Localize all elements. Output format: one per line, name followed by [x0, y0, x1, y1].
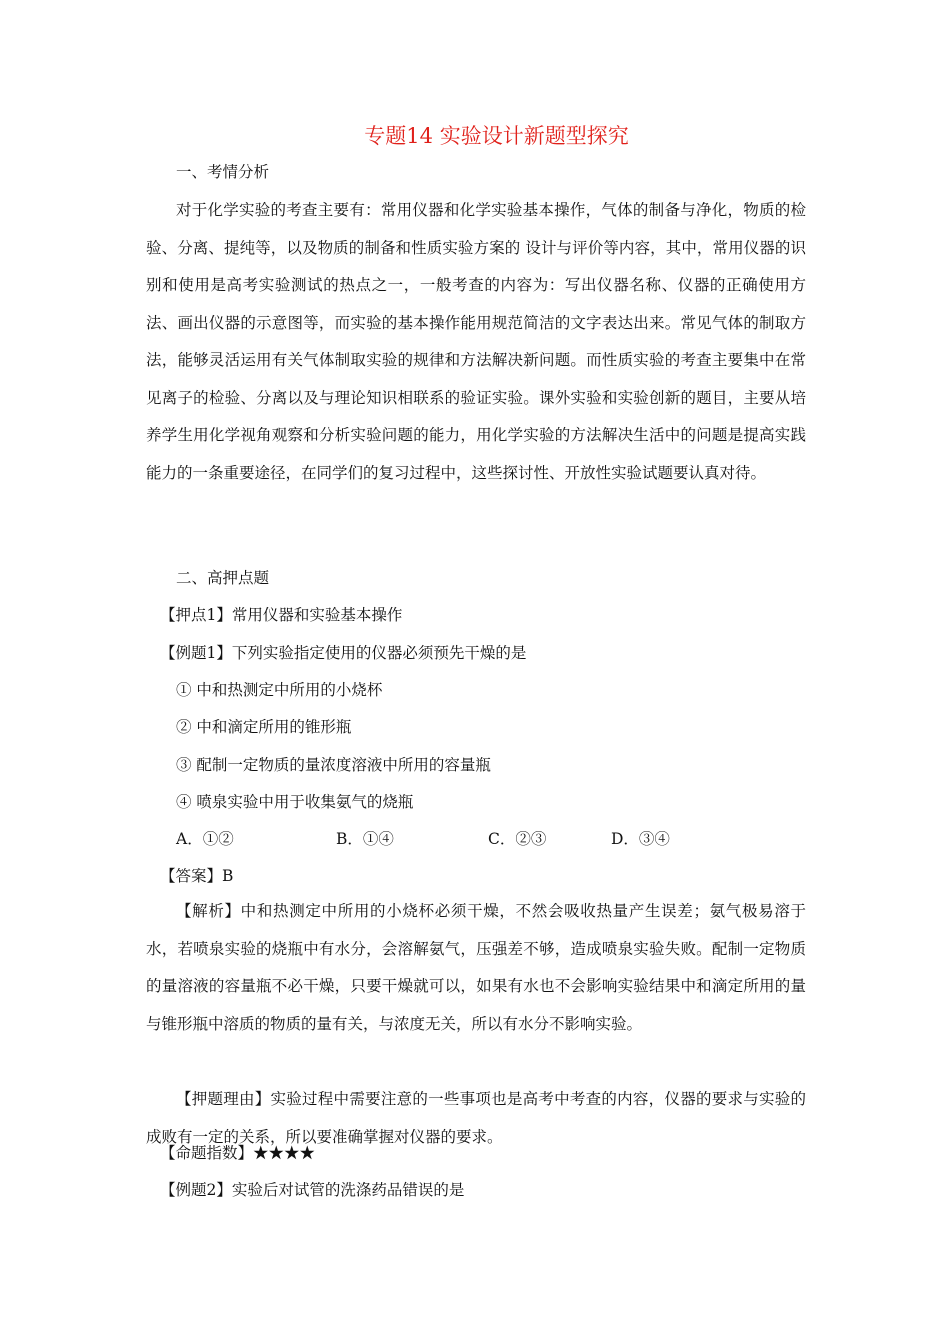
section-heading-analysis: 一、考情分析	[176, 163, 270, 181]
option-d: D．③④	[611, 830, 670, 848]
option-a: A．①②	[176, 830, 234, 848]
list-item: ③ 配制一定物质的量浓度溶液中所用的容量瓶	[176, 756, 491, 774]
example-2-question: 【例题2】实验后对试管的洗涤药品错误的是	[160, 1181, 465, 1199]
proposition-index: 【命题指数】★★★★	[160, 1144, 316, 1162]
option-c: C．②③	[488, 830, 547, 848]
list-item: ④ 喷泉实验中用于收集氨气的烧瓶	[176, 793, 414, 811]
section-heading-points: 二、高押点题	[176, 569, 270, 587]
paragraph-exam-analysis	[146, 192, 806, 492]
option-b: B．①④	[336, 830, 394, 848]
paragraph-text: 对于化学实验的考查主要有：常用仪器和化学实验基本操作，气体的制备与净化，物质的检验、分离、提纯等，以及物质的制备和性质实验方案的 设计与评价等内容，其中，常用仪器的识别和使用是高考实验测试的热点之一，一般考查的内容为：写出仪器名称、仪器的正确使用方法、画出仪器的示意图等，而实验的基本操作能用规范简洁的文字表达出来。常见气体的制取方法，能够灵活运用有关气体制取实验的规律和方法解决新问题。而性质实验的考查主要集中在常见离子的检验、分离以及与理论知识相联系的验证实验。课外实验和实验创新的题目，主要从培养学生用化学视角观察和分析实验问题的能力，用化学实验的方法解决生活中的问题是提高实践能力的一条重要途径，在同学们的复习过程中，这些探讨性、开放性实验试题要认真对待。	[146, 201, 806, 482]
reason-text: 【押题理由】实验过程中需要注意的一些事项也是高考中考查的内容，仪器的要求与实验的成败有一定的关系，所以要准确掌握对仪器的要求。	[146, 1090, 806, 1146]
example-1-question: 【例题1】下列实验指定使用的仪器必须预先干燥的是	[160, 644, 527, 662]
answer: 【答案】B	[160, 867, 234, 885]
list-item: ② 中和滴定所用的锥形瓶	[176, 718, 352, 736]
analysis-text: 【解析】中和热测定中所用的小烧杯必须干燥，不然会吸收热量产生误差；氨气极易溶于水，若喷泉实验的烧瓶中有水分，会溶解氨气，压强差不够，造成喷泉实验失败。配制一定物质的量溶液的容量瓶不必干燥，只要干燥就可以，如果有水也不会影响实验结果中和滴定所用的量与锥形瓶中溶质的物质的量有关，与浓度无关，所以有水分不影响实验。	[146, 902, 806, 1033]
point-heading: 【押点1】常用仪器和实验基本操作	[160, 606, 403, 624]
paragraph-analysis	[146, 893, 806, 1043]
page-title: 专题14 实验设计新题型探究	[364, 124, 629, 148]
list-item: ① 中和热测定中所用的小烧杯	[176, 681, 383, 699]
